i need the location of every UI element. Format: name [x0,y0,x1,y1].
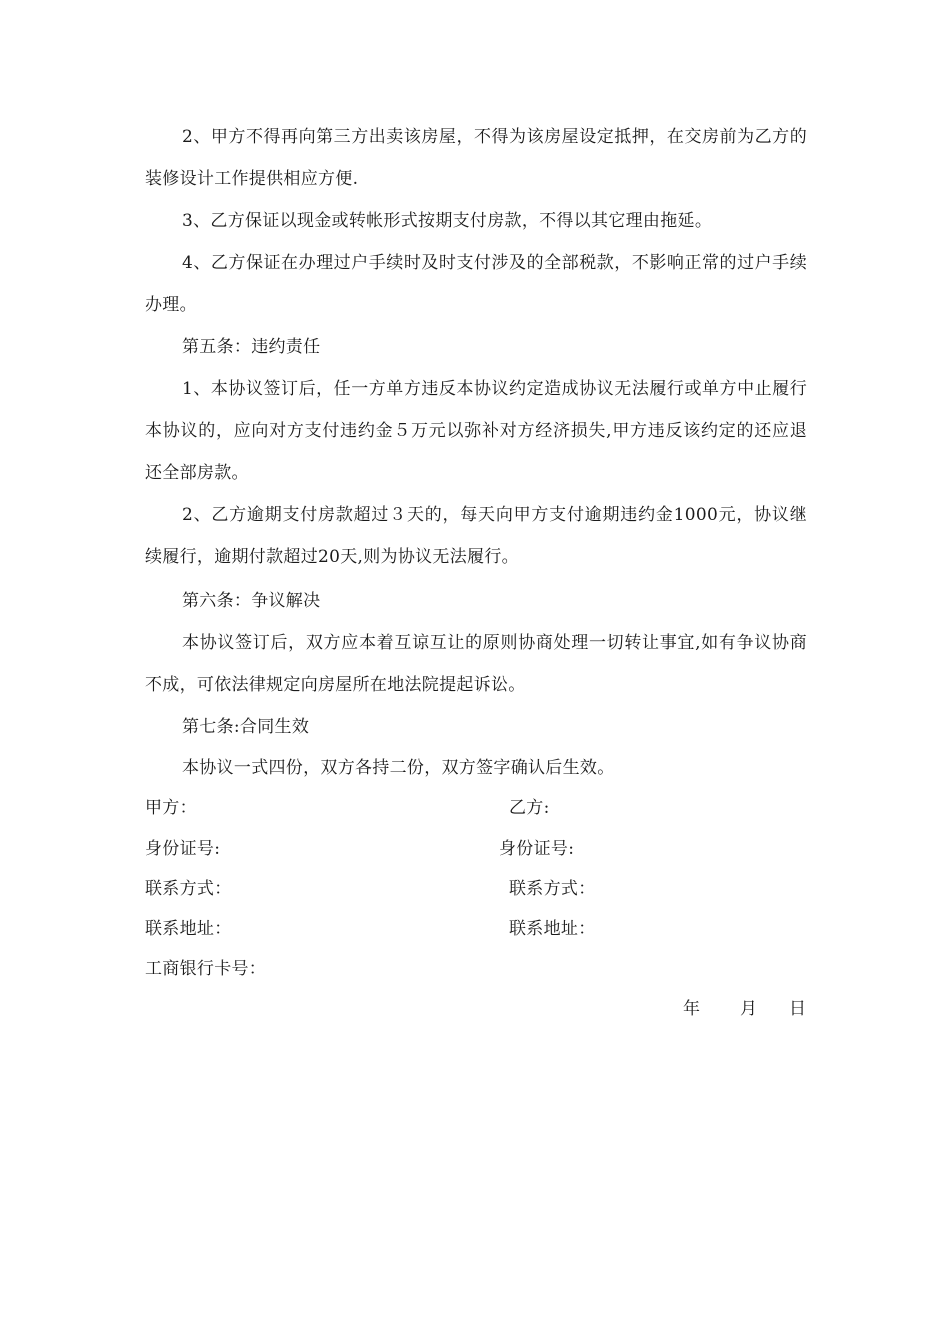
date-month-label: 月 [740,999,758,1019]
heading-clause-7: 第七条:合同生效 [182,717,310,737]
party-b-label: 乙方: [509,798,550,818]
party-a-label: 甲方： [145,798,197,818]
paragraph-clause-5-item-2: 2、乙方逾期支付房款超过３天的，每天向甲方支付逾期违约金1000元，协议继续履行，逾期付款超过20天,则为协议无法履行。 [145,505,807,567]
paragraph-clause-6: 本协议签订后，双方应本着互谅互让的原则协商处理一切转让事宜,如有争议协商不成，可依法律规定向房屋所在地法院提起诉讼。 [145,633,807,695]
date-day-label: 日 [789,999,807,1019]
party-b-id-label: 身份证号: [499,839,575,859]
bank-card-label: 工商银行卡号： [145,959,267,979]
paragraph-clause-5-item-1: 1、本协议签订后，任一方单方违反本协议约定造成协议无法履行或单方中止履行本协议的，应向对方支付违约金５万元以弥补对方经济损失,甲方违反该约定的还应退还全部房款。 [145,379,807,483]
paragraph-clause-4-item-3: 3、乙方保证以现金或转帐形式按期支付房款，不得以其它理由拖延。 [182,211,713,231]
paragraph-clause-4-item-4: 4、乙方保证在办理过户手续时及时支付涉及的全部税款，不影响正常的过户手续办理。 [145,253,807,315]
party-a-address-label: 联系地址： [145,919,232,939]
party-b-contact-label: 联系方式： [509,879,596,899]
date-year-label: 年 [683,999,701,1019]
party-b-address-label: 联系地址： [509,919,596,939]
heading-clause-6: 第六条：争议解决 [182,591,321,611]
party-a-id-label: 身份证号: [145,839,221,859]
heading-clause-5: 第五条：违约责任 [182,337,321,357]
party-a-contact-label: 联系方式： [145,879,232,899]
paragraph-clause-4-item-2: 2、甲方不得再向第三方出卖该房屋，不得为该房屋设定抵押，在交房前为乙方的装修设计工作提供相应方便. [145,127,807,189]
paragraph-clause-7: 本协议一式四份，双方各持二份，双方签字确认后生效。 [182,758,615,778]
